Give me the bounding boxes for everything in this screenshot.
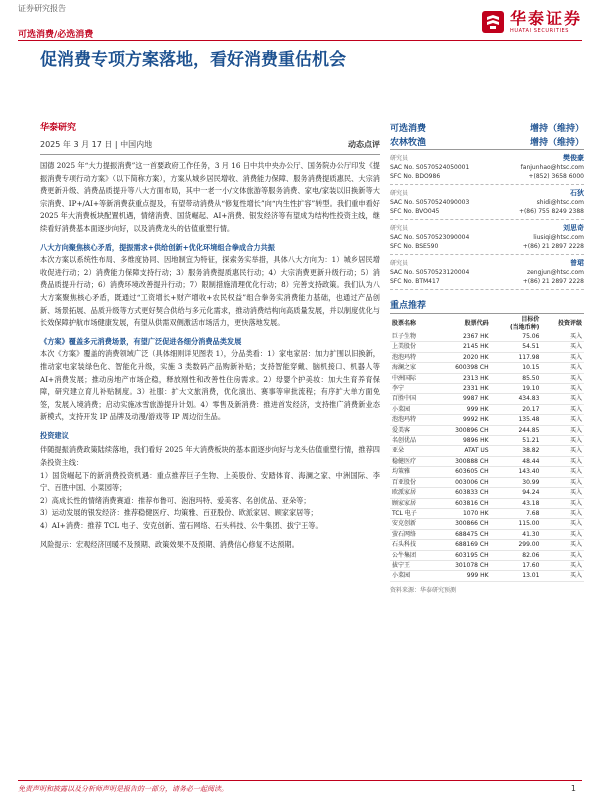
target-price: 48.44 (491, 456, 542, 466)
analyst-email[interactable]: shidi@htsc.com (536, 199, 584, 206)
target-price: 75.06 (491, 332, 542, 342)
stock-code: 003006 CH (434, 477, 491, 487)
risk-warning: 风险提示：宏观经济回暖不及预期、政策效果不及预期、消费信心修复不达预期。 (40, 539, 299, 549)
stock-rating: 买入 (541, 571, 584, 581)
picks-row (390, 508, 584, 518)
logo-chinese-name: 华泰证券 (509, 9, 582, 28)
stock-code: 999 HK (434, 404, 491, 414)
stock-code: 300888 CH (434, 456, 491, 466)
stock-name: 中洲国际 (390, 373, 434, 383)
picks-row (390, 394, 584, 404)
stock-rating: 买入 (541, 415, 584, 425)
analyst-email[interactable]: zengjun@htsc.com (526, 269, 584, 276)
stock-name: 萤石网络 (390, 529, 434, 539)
picks-header: 股票代码 (464, 320, 489, 327)
picks-header: 投资评级 (557, 320, 582, 327)
logo-english-name: HUATAI SECURITIES (509, 28, 570, 34)
huatai-logo (482, 10, 582, 34)
picks-row (390, 560, 584, 570)
footer-divider (18, 780, 582, 781)
section2-text: 本次《方案》覆盖的消费领域广泛（具体细则详见图表 1），分品类看：1）家电家居：加力扩围以旧换新，推动家电家装绿色化、智能化升级，实施 3 类数码产品购新补贴；支持智能穿戴、脑机接口、机器人等 AI+消费发展；推动房地产市场企稳，释放刚性和改善性住房需求。2）母婴个护美妆：加大生育养育保障，研究建立育儿补贴制度。3）社服：扩大文旅消费，优化演出、赛事等审批流程；有序扩大单方面免签，发展入境消费；启动实施冰雪旅游提升计划。4）零售及新消费：推进首发经济，支持推广消费新业态新模式，支持开发 IP 品牌及动漫/游戏等 IP 周边衍生品。 (40, 349, 380, 422)
stock-name: 稳健医疗 (390, 456, 434, 466)
stock-rating: 买入 (541, 540, 584, 550)
analyst-card (390, 224, 584, 255)
analyst-card (390, 189, 584, 220)
analyst-sfc: SFC No. BVO045 (390, 208, 440, 215)
rating-row (390, 134, 584, 148)
stock-name: 海澜之家 (390, 363, 434, 373)
investment-heading: 投资建议 (40, 430, 69, 440)
stock-code: 2313 HK (434, 373, 491, 383)
analyst-sac: SAC No. S0570524090003 (390, 199, 470, 206)
stock-rating: 买入 (541, 425, 584, 435)
target-price: 43.18 (491, 498, 542, 508)
stock-code: 301078 CH (434, 560, 491, 570)
sidebar (390, 120, 584, 594)
stock-code: ATAT US (434, 446, 491, 456)
picks-body (390, 332, 584, 581)
analyst-sfc: SFC No. BDO986 (390, 173, 441, 180)
analyst-role: 研究员 (390, 260, 409, 267)
stock-name: 顾家家居 (390, 498, 434, 508)
target-price: 38.82 (491, 446, 542, 456)
investment-item: 3）运动发展的银发经济：推荐稳健医疗、均策雅、百亚股份、欧派家居、顾家家居等； (40, 508, 318, 518)
investment-intro: 伴随提振消费政策陆续落地，我们看好 2025 年大消费板块的基本面逐步向好与龙头估值重塑行情，推荐四条投资主线： (40, 445, 380, 468)
intro-paragraph: 国德 2025 年“大力提振消费”这一首要政府工作任务，3 月 16 日中共中央办公厅、国务院办公厅印发《提振消费专项行动方案》（以下简称方案），方案从城乡居民增收、消费能力保障、服务消费提质惠民、大宗消费更新升级、消费品质提升等八大方面布局，其中一老一小/文体旅游等服务消费、家电/家装以旧换新等大宗消费、IP+/AI+等新消费获重点提及，有望带动消费从“修复性增长”向“内生性扩容”转型。我们重申看好 2025 年大消费板块配置机遇，情绪消费、国货崛起、AI+消费、银发经济等有望成为结构性投资主线，继续看好消费基本面逐步向好，以及消费龙头的估值重塑行情。 (40, 161, 380, 233)
stock-rating: 买入 (541, 550, 584, 560)
huatai-logo-icon (482, 11, 504, 33)
category-label: 可选消费/必选消费 (18, 30, 94, 40)
analyst-phone: +(86) 21 2897 2228 (522, 278, 584, 285)
picks-row (390, 373, 584, 383)
rating-value: 增持（维持） (529, 137, 584, 148)
investment-item: 4）AI+消费：推荐 TCL 电子、安克创新、萤石网络、石头科技、公牛集团、拔宁王等。 (40, 521, 323, 531)
stock-name: 上美股份 (390, 342, 434, 352)
target-price: 143.40 (491, 467, 542, 477)
stock-name: 李宁 (390, 384, 434, 394)
target-price: 7.68 (491, 508, 542, 518)
picks-header-row (390, 316, 584, 332)
footer-disclaimer: 免责声明和披露以及分析师声明是报告的一部分，请务必一起阅读。 (18, 785, 228, 793)
picks-row (390, 352, 584, 362)
picks-row (390, 425, 584, 435)
stock-name: 泡泡玛特 (390, 415, 434, 425)
stock-name: 安克创新 (390, 519, 434, 529)
stock-name: 爱美客 (390, 425, 434, 435)
picks-row (390, 498, 584, 508)
picks-row (390, 363, 584, 373)
stock-code: 2020 HK (434, 352, 491, 362)
stock-name: 泡泡玛特 (390, 352, 434, 362)
stock-rating: 买入 (541, 508, 584, 518)
stock-rating: 买入 (541, 529, 584, 539)
stock-name: 均策雅 (390, 467, 434, 477)
category-bar (18, 22, 418, 38)
target-price: 20.17 (491, 404, 542, 414)
stock-name: 小菜园 (390, 404, 434, 414)
stock-rating: 买入 (541, 363, 584, 373)
stock-rating: 买入 (541, 352, 584, 362)
target-price: 19.10 (491, 384, 542, 394)
rating-row (390, 120, 584, 134)
stock-name: 拔宁王 (390, 560, 434, 570)
target-price: 115.00 (491, 519, 542, 529)
page-number: 1 (570, 784, 576, 793)
report-title: 促消费专项方案落地，看好消费重估机会 (40, 50, 346, 70)
target-price: 244.85 (491, 425, 542, 435)
target-price: 299.00 (491, 540, 542, 550)
stock-code: 603833 CH (434, 488, 491, 498)
target-price: 94.24 (491, 488, 542, 498)
investment-item: 2）高成长性的情绪消费赛道：推荐布鲁可、泡泡玛特、爱美客、名创优品、亚朵等； (40, 495, 311, 505)
target-price: 30.99 (491, 477, 542, 487)
picks-title: 重点推荐 (390, 298, 584, 314)
main-body (40, 160, 380, 557)
stock-rating: 买入 (541, 477, 584, 487)
picks-row (390, 477, 584, 487)
stock-rating: 买入 (541, 332, 584, 342)
stock-rating: 买入 (541, 373, 584, 383)
target-price: 117.98 (491, 352, 542, 362)
stock-name: 巨子生物 (390, 332, 434, 342)
stock-name: 公牛集团 (390, 550, 434, 560)
stock-name: 亚朵 (390, 446, 434, 456)
stock-code: 688475 CH (434, 529, 491, 539)
analyst-email[interactable]: liusiqi@htsc.com (533, 234, 584, 241)
stock-rating: 买入 (541, 560, 584, 570)
picks-row (390, 456, 584, 466)
stock-name: 欧派家居 (390, 488, 434, 498)
analyst-sfc: SFC No. BSE590 (390, 243, 439, 250)
picks-row (390, 467, 584, 477)
analyst-email[interactable]: fanjunhao@htsc.com (520, 164, 584, 171)
target-price: 41.30 (491, 529, 542, 539)
picks-row (390, 540, 584, 550)
target-price: 434.83 (491, 394, 542, 404)
analyst-phone: +(852) 3658 6000 (528, 173, 584, 180)
analyst-name: 樊俊豪 (563, 154, 584, 162)
target-price: 85.50 (491, 373, 542, 383)
stock-name: 百胜中国 (390, 394, 434, 404)
section1-text: 本次方案以系统性布局、多维度协同、因地制宜为特征，探索务实举措，具体八大方向为：1）城乡居民增收促进行动；2）消费能力保障支持行动；3）服务消费提质惠民行动；4）大宗消费更新升级行动；5）消费品质提升行动；6）消费环境改善提升行动；7）限制措施清理优化行动；8）完善支持政策。我们认为八大方案聚焦核心矛盾，既通过“工资增长+财产增收+农民权益”组合拳务实消费能力基础，也通过产品创新、场景拓展、品质升级等方式更好契合供给与多元化需求，推动消费结构向高质量发展，并以制度优化与长效保障护航市场健康发展，有望从供需双侧激活市场活力，更快落地发展。 (40, 255, 380, 328)
analyst-sfc: SFC No. BTM417 (390, 278, 440, 285)
stock-code: 9987 HK (434, 394, 491, 404)
stock-name: 名创优品 (390, 436, 434, 446)
analyst-sac: SAC No. S0570523090004 (390, 234, 470, 241)
picks-row (390, 550, 584, 560)
picks-table (390, 316, 584, 582)
stock-code: 603605 CH (434, 467, 491, 477)
stock-rating: 买入 (541, 404, 584, 414)
stock-rating: 买入 (541, 519, 584, 529)
report-region: 中国内地 (120, 140, 153, 149)
analyst-phone: +(86) 755 8249 2388 (518, 208, 584, 215)
target-price: 51.21 (491, 436, 542, 446)
analyst-role: 研究员 (390, 155, 409, 162)
picks-row (390, 404, 584, 414)
target-price: 54.51 (491, 342, 542, 352)
picks-row (390, 519, 584, 529)
analyst-role: 研究员 (390, 225, 409, 232)
stock-code: 2367 HK (434, 332, 491, 342)
stock-code: 600398 CH (434, 363, 491, 373)
rating-sector: 可选消费 (390, 123, 427, 134)
section1-title (40, 242, 380, 255)
stock-rating: 买入 (541, 436, 584, 446)
target-price: 17.60 (491, 560, 542, 570)
picks-source: 资料来源：华泰研究预测 (390, 586, 457, 594)
stock-code: 300866 CH (434, 519, 491, 529)
stock-name: 百亚股份 (390, 477, 434, 487)
picks-row (390, 488, 584, 498)
analyst-role: 研究员 (390, 190, 409, 197)
rating-value: 增持（维持） (529, 123, 584, 134)
analyst-name: 曾珺 (570, 259, 584, 267)
stock-code: 603816 CH (434, 498, 491, 508)
stock-name: 小菜园 (390, 571, 434, 581)
picks-row (390, 384, 584, 394)
stock-code: 9992 HK (434, 415, 491, 425)
author-label: 华泰研究 (40, 123, 77, 133)
stock-rating: 买入 (541, 488, 584, 498)
date-row (40, 139, 380, 155)
picks-row (390, 571, 584, 581)
stock-name: TCL 电子 (390, 508, 434, 518)
report-kind: 动态点评 (348, 140, 380, 149)
header-divider (18, 40, 582, 41)
stock-code: 300896 CH (434, 425, 491, 435)
rating-sector: 农林牧渔 (390, 137, 427, 148)
target-price: 10.15 (491, 363, 542, 373)
stock-code: 603195 CH (434, 550, 491, 560)
section1-heading: 八大方向聚焦核心矛盾，提振需求+供给创新+优化环境组合拳成合力共振 (40, 242, 275, 252)
stock-name: 石头科技 (390, 540, 434, 550)
picks-row (390, 332, 584, 342)
report-type-label: 证券研究报告 (18, 4, 66, 13)
target-price: 13.01 (491, 571, 542, 581)
analyst-name: 石狄 (570, 189, 584, 197)
section2-title (40, 336, 380, 349)
target-price: 82.06 (491, 550, 542, 560)
stock-rating: 买入 (541, 467, 584, 477)
picks-row (390, 529, 584, 539)
meta-separator: | (114, 140, 121, 149)
stock-code: 688169 CH (434, 540, 491, 550)
stock-rating: 买入 (541, 384, 584, 394)
analyst-phone: +(86) 21 2897 2228 (522, 243, 584, 250)
target-price: 135.48 (491, 415, 542, 425)
stock-rating: 买入 (541, 456, 584, 466)
stock-code: 9896 HK (434, 436, 491, 446)
stock-rating: 买入 (541, 394, 584, 404)
stock-code: 1070 HK (434, 508, 491, 518)
picks-row (390, 436, 584, 446)
analyst-sac: SAC No. S0570524050001 (390, 164, 470, 171)
picks-header: 目标价 (当地币种) (509, 316, 540, 331)
report-meta (40, 120, 380, 155)
stock-rating: 买入 (541, 446, 584, 456)
analyst-card (390, 154, 584, 185)
picks-row (390, 415, 584, 425)
stock-code: 999 HK (434, 571, 491, 581)
stock-code: 2145 HK (434, 342, 491, 352)
stock-code: 2331 HK (434, 384, 491, 394)
section2-heading: 《方案》覆盖多元消费场景，有望广泛促进各细分消费品类发展 (40, 336, 242, 346)
analyst-name: 刘思奇 (563, 224, 584, 232)
analyst-sac: SAC No. S0570523120004 (390, 269, 470, 276)
stock-rating: 买入 (541, 498, 584, 508)
rating-divider (390, 149, 584, 150)
report-date: 2025 年 3 月 17 日 (40, 140, 113, 149)
picks-row (390, 446, 584, 456)
analyst-card (390, 259, 584, 290)
stock-rating: 买入 (541, 342, 584, 352)
picks-header: 股票名称 (392, 320, 417, 327)
picks-row (390, 342, 584, 352)
investment-item: 1）国货崛起下的新消费投资机遇：重点推荐巨子生物、上美股份、安踏体育、海澜之家、中洲国际、李宁、百胜中国、小菜园等； (40, 470, 380, 493)
